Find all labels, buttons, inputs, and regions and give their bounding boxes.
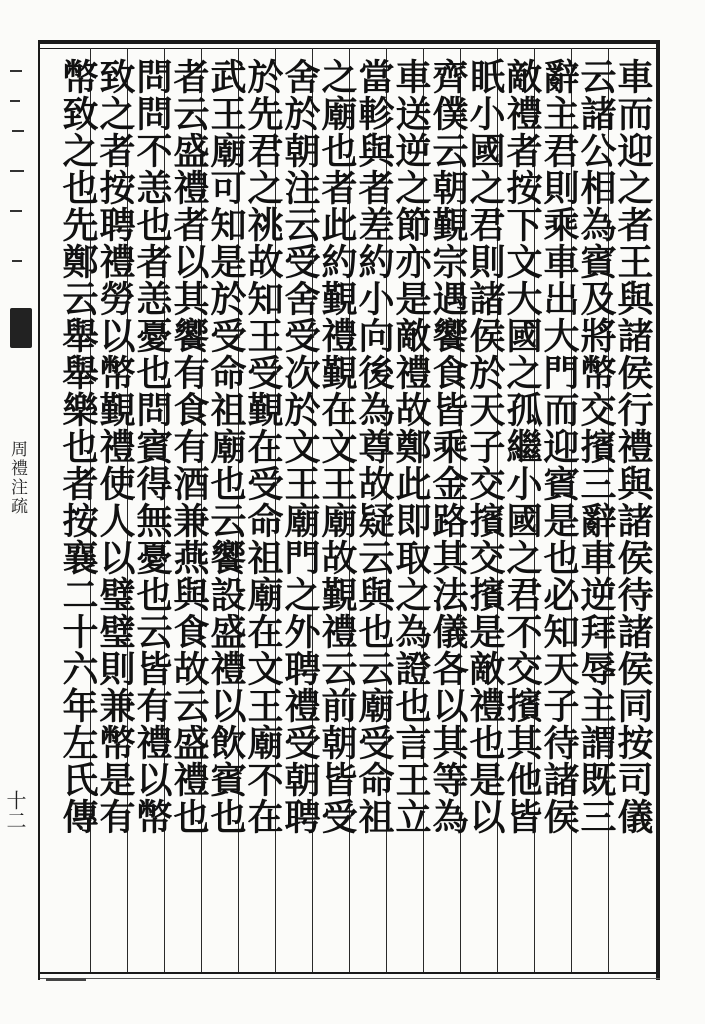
frame-top-rule (38, 40, 660, 44)
text-column-10: 舍於朝注云受舍受次於文王廟門之外聘禮受朝聘 (279, 58, 321, 835)
text-column-15: 致之者按聘禮勞以幣覲禮使人以璧璧則兼幣是有 (94, 58, 136, 835)
margin-book-title: 周禮注疏 (7, 440, 27, 516)
text-column-14: 問問不恙也者恙憂也問賓得無憂也云皆有禮以幣 (131, 58, 173, 835)
text-column-4: 敵禮者按下文大國之孤繼小國之君不交擯其他皆 (501, 58, 543, 835)
frame-bottom-inner-rule (38, 978, 660, 979)
frame-bottom-rule (38, 972, 660, 974)
text-column-2: 云諸公相為賓及將幣交擯三辭車逆拜辱主謂既三 (575, 58, 617, 835)
frame-left-rule (38, 40, 40, 980)
text-column-7: 車送逆之節亦是敵禮故鄭此即取之為證也言王立 (390, 58, 432, 835)
bottom-corner-mark (46, 978, 86, 981)
text-column-12: 武王廟可知是於受命祖廟也云饗設盛禮以飲賓也 (205, 58, 247, 835)
text-column-13: 者云盛禮者以其饗有食有酒兼燕與食故云盛禮也 (168, 58, 210, 835)
text-column-5: 眂小國之君則諸侯於天子交擯交擯是敵禮也是以 (464, 58, 506, 835)
text-column-11: 於先君之祧故知王受覲在受命祖廟在文王廟不在 (242, 58, 284, 835)
text-column-16: 幣致之也先鄭云舉舉樂也者按襄二十六年左氏傳 (57, 58, 99, 835)
fishtail-mark (10, 308, 32, 348)
text-column-8: 當軫與者差約小向後為尊故疑云與也云廟受命祖 (353, 58, 395, 835)
binding-edge-marks (4, 60, 30, 420)
text-column-9: 之廟也者此約覲禮覲在文王廟故覲禮云前朝皆受 (316, 58, 358, 835)
text-column-3: 辭主君則乘車出大門而迎賓是也必知天子待諸侯 (538, 58, 580, 835)
text-column-1: 車而迎之者王與諸侯行禮與諸侯待諸侯同按司儀 (612, 58, 654, 835)
frame-right-rule (656, 40, 660, 980)
margin-page-number: 十二 (3, 790, 27, 830)
text-column-6: 齊僕云朝覲宗遇饗食皆乘金路其法儀各以其等為 (427, 58, 469, 835)
